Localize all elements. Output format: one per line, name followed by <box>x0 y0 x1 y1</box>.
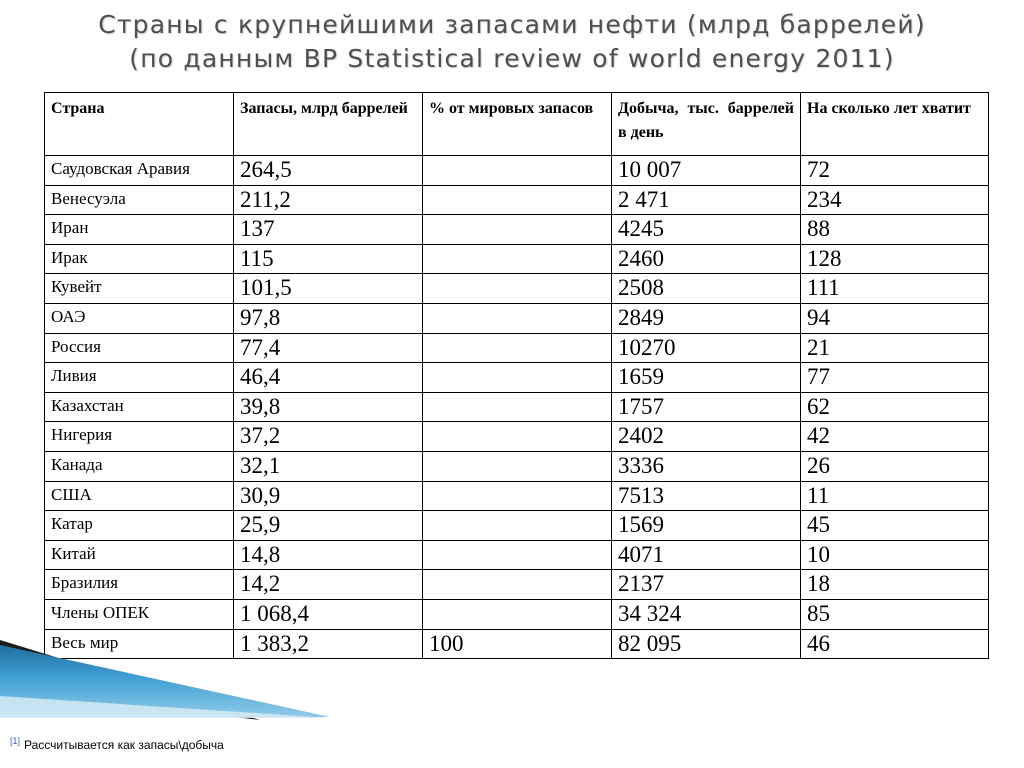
cell-reserves: 30,9 <box>234 481 423 511</box>
cell-reserves: 77,4 <box>234 333 423 363</box>
cell-reserves: 46,4 <box>234 363 423 393</box>
cell-production: 10 007 <box>612 156 801 186</box>
header-reserves: Запасы, млрд баррелей <box>234 93 423 156</box>
cell-country: Россия <box>45 333 234 363</box>
table-row <box>45 363 989 393</box>
cell-country: ОАЭ <box>45 303 234 333</box>
table-row <box>45 392 989 422</box>
cell-years-left: 234 <box>801 185 989 215</box>
table-row <box>45 540 989 570</box>
cell-reserves: 115 <box>234 244 423 274</box>
cell-world-share <box>423 363 612 393</box>
footnote <box>10 736 224 752</box>
table-row <box>45 481 989 511</box>
table-row <box>45 629 989 659</box>
cell-years-left: 26 <box>801 451 989 481</box>
cell-world-share <box>423 303 612 333</box>
cell-world-share <box>423 422 612 452</box>
cell-reserves: 37,2 <box>234 422 423 452</box>
table-row <box>45 511 989 541</box>
cell-reserves: 1 068,4 <box>234 599 423 629</box>
cell-years-left: 10 <box>801 540 989 570</box>
header-country: Страна <box>45 93 234 156</box>
cell-world-share <box>423 392 612 422</box>
cell-world-share <box>423 185 612 215</box>
cell-country: Ирак <box>45 244 234 274</box>
table-header <box>45 93 989 156</box>
table-row <box>45 451 989 481</box>
cell-reserves: 39,8 <box>234 392 423 422</box>
cell-years-left: 85 <box>801 599 989 629</box>
cell-country: Иран <box>45 215 234 245</box>
cell-years-left: 42 <box>801 422 989 452</box>
cell-world-share <box>423 481 612 511</box>
cell-years-left: 111 <box>801 274 989 304</box>
cell-reserves: 211,2 <box>234 185 423 215</box>
cell-production: 2508 <box>612 274 801 304</box>
header-years-left: На сколько лет хватит <box>801 93 989 156</box>
cell-reserves: 14,2 <box>234 570 423 600</box>
cell-production: 3336 <box>612 451 801 481</box>
slide-title-line-1: Страны с крупнейшими запасами нефти (млрд баррелей) <box>98 10 926 39</box>
header-world-share: % от мировых запасов <box>423 93 612 156</box>
cell-production: 1569 <box>612 511 801 541</box>
cell-country: Казахстан <box>45 392 234 422</box>
cell-country: Ливия <box>45 363 234 393</box>
table-row <box>45 599 989 629</box>
cell-country: Весь мир <box>45 629 234 659</box>
cell-reserves: 264,5 <box>234 156 423 186</box>
cell-country: США <box>45 481 234 511</box>
cell-years-left: 45 <box>801 511 989 541</box>
cell-country: Венесуэла <box>45 185 234 215</box>
cell-country: Катар <box>45 511 234 541</box>
cell-country: Члены ОПЕК <box>45 599 234 629</box>
cell-years-left: 88 <box>801 215 989 245</box>
cell-reserves: 101,5 <box>234 274 423 304</box>
cell-world-share <box>423 333 612 363</box>
cell-reserves: 1 383,2 <box>234 629 423 659</box>
cell-country: Нигерия <box>45 422 234 452</box>
cell-production: 2460 <box>612 244 801 274</box>
cell-production: 2849 <box>612 303 801 333</box>
cell-years-left: 72 <box>801 156 989 186</box>
cell-years-left: 62 <box>801 392 989 422</box>
cell-reserves: 14,8 <box>234 540 423 570</box>
oil-reserves-table <box>44 92 989 659</box>
table-row <box>45 303 989 333</box>
cell-reserves: 137 <box>234 215 423 245</box>
footnote-ref-link[interactable]: [1] <box>10 736 21 746</box>
cell-world-share <box>423 511 612 541</box>
cell-country: Саудовская Аравия <box>45 156 234 186</box>
cell-years-left: 94 <box>801 303 989 333</box>
cell-production: 82 095 <box>612 629 801 659</box>
table-row <box>45 244 989 274</box>
cell-world-share <box>423 540 612 570</box>
cell-world-share <box>423 451 612 481</box>
cell-production: 1757 <box>612 392 801 422</box>
cell-years-left: 77 <box>801 363 989 393</box>
cell-production: 4245 <box>612 215 801 245</box>
cell-years-left: 21 <box>801 333 989 363</box>
table-row <box>45 156 989 186</box>
table-row <box>45 185 989 215</box>
cell-world-share <box>423 215 612 245</box>
cell-production: 2402 <box>612 422 801 452</box>
table-row <box>45 274 989 304</box>
cell-production: 34 324 <box>612 599 801 629</box>
footnote-text: Рассчитывается как запасы\добыча <box>24 738 224 752</box>
slide-title-line-2: (по данным BP Statistical review of world energy 2011) <box>129 44 895 73</box>
cell-world-share <box>423 274 612 304</box>
table-row <box>45 570 989 600</box>
cell-reserves: 32,1 <box>234 451 423 481</box>
cell-production: 2137 <box>612 570 801 600</box>
cell-country: Бразилия <box>45 570 234 600</box>
cell-country: Канада <box>45 451 234 481</box>
cell-years-left: 128 <box>801 244 989 274</box>
table-body <box>45 156 989 659</box>
cell-production: 2 471 <box>612 185 801 215</box>
table-row <box>45 333 989 363</box>
cell-world-share <box>423 599 612 629</box>
table-row <box>45 215 989 245</box>
table-row <box>45 422 989 452</box>
cell-production: 10270 <box>612 333 801 363</box>
header-production: Добыча, тыс. баррелей в день <box>612 93 801 156</box>
cell-production: 4071 <box>612 540 801 570</box>
cell-years-left: 11 <box>801 481 989 511</box>
cell-world-share <box>423 570 612 600</box>
cell-years-left: 46 <box>801 629 989 659</box>
cell-world-share <box>423 156 612 186</box>
cell-country: Китай <box>45 540 234 570</box>
cell-production: 1659 <box>612 363 801 393</box>
cell-world-share: 100 <box>423 629 612 659</box>
table-header-row <box>45 93 989 156</box>
cell-years-left: 18 <box>801 570 989 600</box>
cell-reserves: 25,9 <box>234 511 423 541</box>
cell-production: 7513 <box>612 481 801 511</box>
cell-world-share <box>423 244 612 274</box>
cell-reserves: 97,8 <box>234 303 423 333</box>
cell-country: Кувейт <box>45 274 234 304</box>
